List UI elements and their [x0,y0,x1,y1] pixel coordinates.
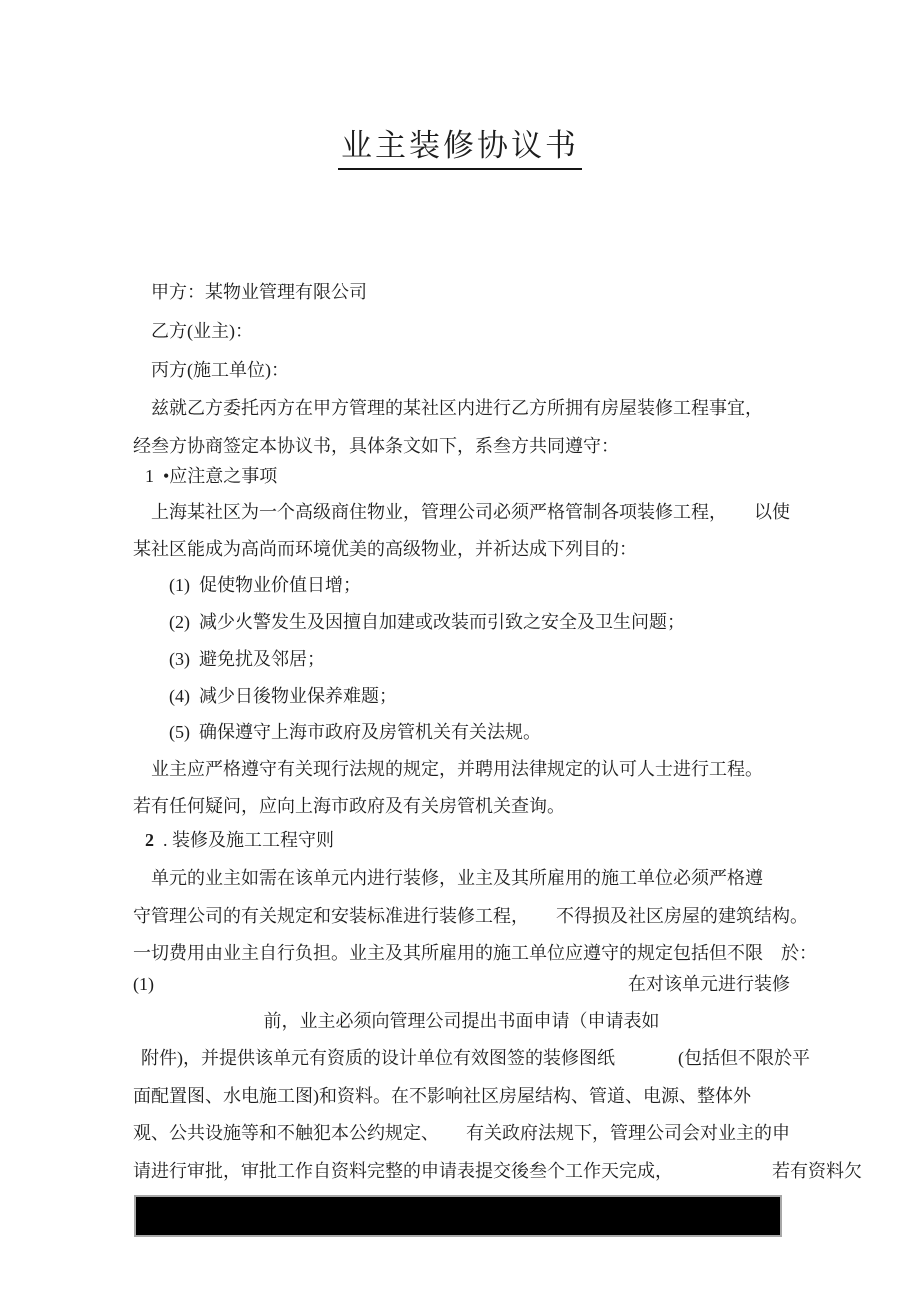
section2-item1-line-2: 附件)，并提供该单元有资质的设计单位有效图签的装修图纸 (包括但不限於平 [141,1048,810,1068]
section1-intro-line-2: 某社区能成为高尚而环境优美的高级物业，并祈达成下列目的： [133,539,637,559]
section2-intro-line-1: 单元的业主如需在该单元内进行装修，业主及其所雇用的施工单位必须严格遵 [151,868,763,888]
section1-closing-line-2: 若有任何疑问，应向上海市政府及有关房管机关查询。 [133,796,565,816]
section1-item-4: (4) 减少日後物业保养难题； [169,686,397,706]
preamble-line-1: 兹就乙方委托丙方在甲方管理的某社区内进行乙方所拥有房屋装修工程事宜， [151,398,763,418]
party-a-line: 甲方：某物业管理有限公司 [151,282,367,302]
section2-item1-label: (1) [133,974,154,994]
section2-intro-line-3: 一切费用由业主自行负担。业主及其所雇用的施工单位应遵守的规定包括但不限 於： [133,943,817,963]
redaction-bar [136,1197,780,1235]
preamble-line-2: 经叁方协商签定本协议书，具体条文如下，系叁方共同遵守： [133,436,619,456]
section1-item-5: (5) 确保遵守上海市政府及房管机关有关法规。 [169,722,541,742]
section2-heading-text: . 装修及施工工程守则 [154,830,334,850]
section2-item1-line-3: 面配置图、水电施工图)和资料。在不影响社区房屋结构、管道、电源、整体外 [133,1086,751,1106]
section2-item1-line-4: 观、公共设施等和不触犯本公约规定、 有关政府法规下，管理公司会对业主的申 [133,1123,790,1143]
section2-item1-right-text: 在对该单元进行装修 [628,974,790,994]
section2-heading-number: 2 [145,830,154,850]
section1-item-3: (3) 避免扰及邻居； [169,649,325,669]
party-b-line: 乙方(业主)： [151,321,253,341]
title-row [0,120,920,170]
section2-item1-line-1: 前，业主必须向管理公司提出书面申请（申请表如 [263,1011,660,1031]
section1-closing-line-1: 业主应严格遵守有关现行法规的规定，并聘用法律规定的认可人士进行工程。 [151,759,763,779]
section1-item-2: (2) 减少火警发生及因擅自加建或改装而引致之安全及卫生问题； [169,612,685,632]
document-title: 业主装修协议书 [338,120,582,170]
party-c-line: 丙方(施工单位)： [151,360,289,380]
section2-item1-line-5: 请进行审批，审批工作自资料完整的申请表提交後叁个工作天完成， 若有资料欠 [133,1161,862,1181]
section2-heading [145,827,334,853]
section2-intro-line-2: 守管理公司的有关规定和安装标准进行装修工程， 不得损及社区房屋的建筑结构。 [133,906,808,926]
section2-item1-row [133,971,790,997]
section1-item-1: (1) 促使物业价值日增； [169,575,361,595]
section1-heading: 1 •应注意之事项 [145,466,278,486]
section1-intro-line-1: 上海某社区为一个高级商住物业，管理公司必须严格管制各项装修工程， 以使 [151,502,790,522]
